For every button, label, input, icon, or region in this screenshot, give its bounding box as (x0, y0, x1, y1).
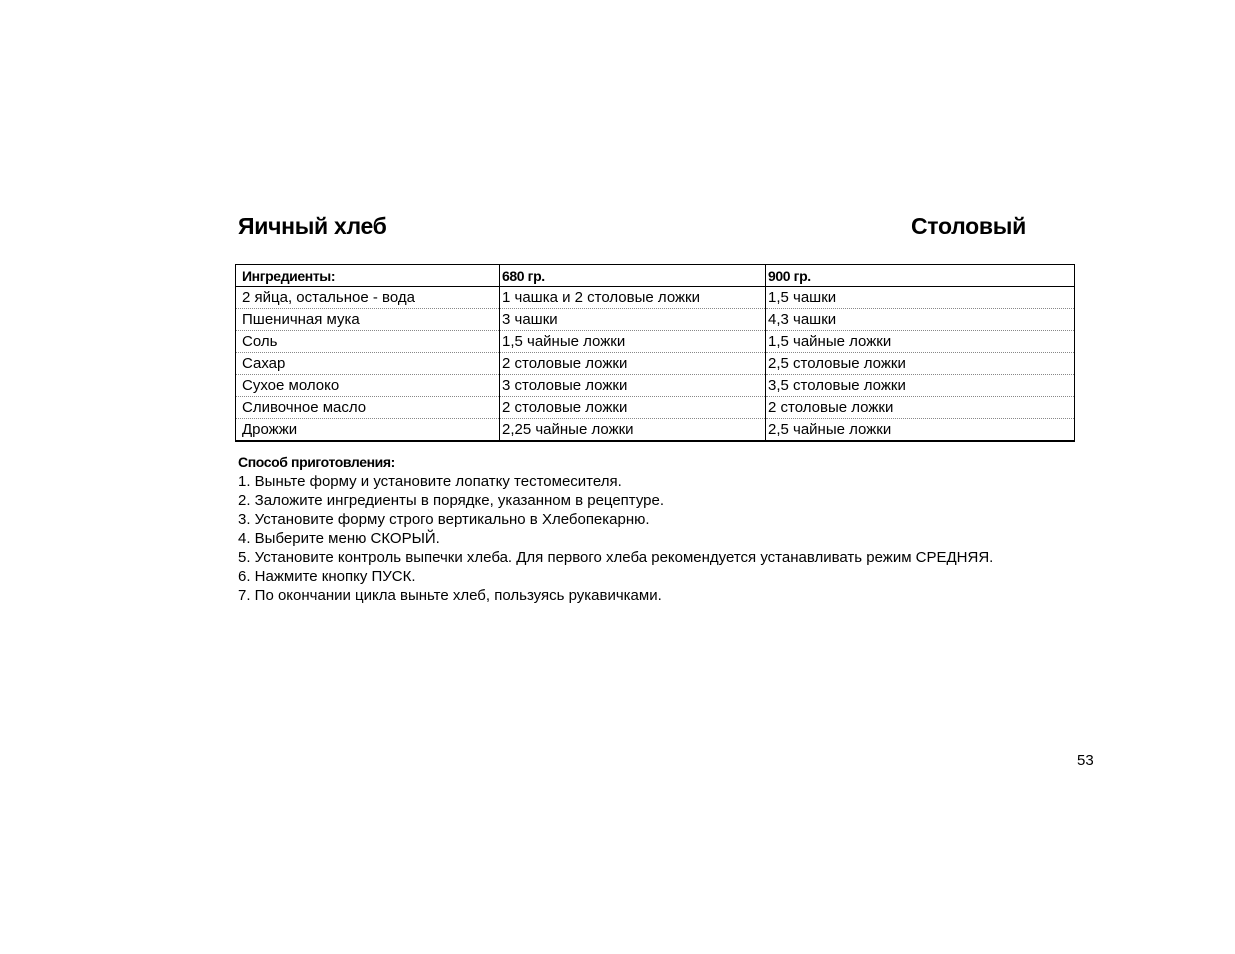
amount-900-cell: 2 столовые ложки (766, 397, 1075, 419)
ingredients-table (235, 264, 1075, 442)
amount-900-cell: 1,5 чайные ложки (766, 331, 1075, 353)
ingredient-cell: Сливочное масло (236, 397, 500, 419)
header-680g: 680 гр. (500, 265, 766, 287)
method-step: 4. Выберите меню СКОРЫЙ. (238, 530, 440, 547)
table-header-row (236, 265, 1075, 287)
method-step: 2. Заложите ингредиенты в порядке, указанном в рецептуре. (238, 492, 665, 509)
recipe-title: Яичный хлеб (238, 213, 387, 239)
amount-680-cell: 3 чашки (500, 309, 766, 331)
amount-900-cell: 3,5 столовые ложки (766, 375, 1075, 397)
ingredient-cell: 2 яйца, остальное - вода (236, 287, 500, 309)
ingredient-cell: Сухое молоко (236, 375, 500, 397)
ingredient-cell: Дрожжи (236, 419, 500, 442)
method-step: 7. По окончании цикла выньте хлеб, пользуясь рукавичками. (238, 587, 662, 604)
amount-900-cell: 1,5 чашки (766, 287, 1075, 309)
table-row (236, 331, 1075, 353)
method-heading: Способ приготовления: (238, 454, 395, 470)
amount-680-cell: 2 столовые ложки (500, 397, 766, 419)
header-900g: 900 гр. (766, 265, 1075, 287)
amount-680-cell: 1 чашка и 2 столовые ложки (500, 287, 766, 309)
method-steps-list (238, 472, 993, 605)
table-row (236, 397, 1075, 419)
amount-680-cell: 3 столовые ложки (500, 375, 766, 397)
amount-680-cell: 2,25 чайные ложки (500, 419, 766, 442)
bread-category-title: Столовый (911, 213, 1026, 239)
ingredient-cell: Сахар (236, 353, 500, 375)
amount-900-cell: 2,5 столовые ложки (766, 353, 1075, 375)
table-row (236, 309, 1075, 331)
table-row (236, 353, 1075, 375)
amount-680-cell: 2 столовые ложки (500, 353, 766, 375)
method-step: 3. Установите форму строго вертикально в Хлебопекарню. (238, 511, 650, 528)
table-row (236, 287, 1075, 309)
table-row (236, 375, 1075, 397)
table-row (236, 419, 1075, 442)
method-step: 1. Выньте форму и установите лопатку тестомесителя. (238, 473, 622, 490)
page-number: 53 (1077, 752, 1094, 769)
amount-900-cell: 4,3 чашки (766, 309, 1075, 331)
amount-900-cell: 2,5 чайные ложки (766, 419, 1075, 442)
method-step: 5. Установите контроль выпечки хлеба. Для первого хлеба рекомендуется устанавливать режим СРЕДНЯЯ. (238, 549, 994, 566)
header-ingredients: Ингредиенты: (236, 265, 500, 287)
amount-680-cell: 1,5 чайные ложки (500, 331, 766, 353)
ingredient-cell: Пшеничная мука (236, 309, 500, 331)
preparation-method (238, 453, 993, 605)
method-step: 6. Нажмите кнопку ПУСК. (238, 568, 416, 585)
ingredient-cell: Соль (236, 331, 500, 353)
